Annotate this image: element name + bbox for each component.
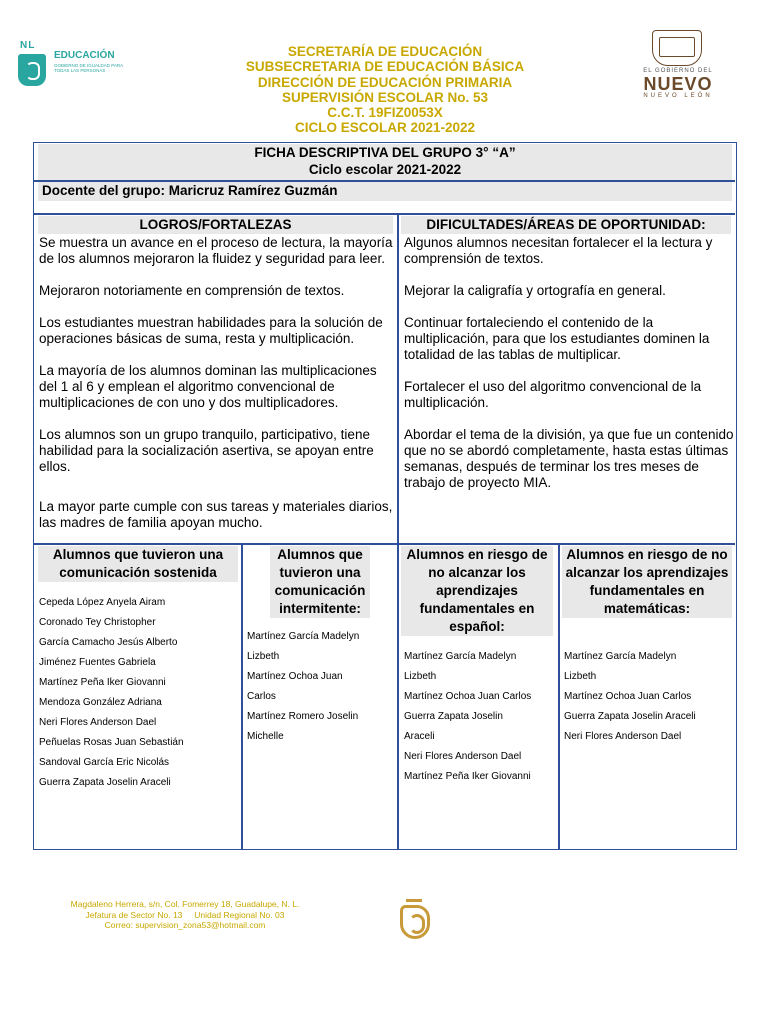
education-logo-tagline: GOBIERNO DE IGUALDAD PARA TODAS LAS PERSONAS <box>54 63 123 73</box>
education-badge-icon <box>18 54 46 86</box>
dificultades-paragraph: Abordar el tema de la división, ya que fue un contenido que no se abordó completamente, hasta estas últimas semanas, después de terminar los tres meses de trabajo de proyecto MIA. <box>404 427 734 490</box>
list-item: Martínez Ochoa Juan Carlos <box>404 691 532 702</box>
logros-paragraph: La mayoría de los alumnos dominan las multiplicaciones del 1 al 6 y emplean el algoritmo convencional de multiplicaciones de con uno y dos multiplicadores. <box>39 363 377 410</box>
sheet-title-line-2: Ciclo escolar 2021-2022 <box>308 162 462 177</box>
header-line-5: C.C.T. 19FIZ0053X <box>327 105 443 121</box>
header-line-6: CICLO ESCOLAR 2021-2022 <box>294 120 476 136</box>
list-item: Martínez Ochoa Juan Carlos <box>564 691 692 702</box>
list-item: Neri Flores Anderson Dael <box>564 731 682 742</box>
list-item: Jiménez Fuentes Gabriela <box>39 657 156 668</box>
row-divider <box>34 213 735 215</box>
list-item: Lizbeth <box>247 651 280 662</box>
list-item: Guerra Zapata Joselin Araceli <box>564 711 696 722</box>
logros-paragraph: Los alumnos son un grupo tranquilo, participativo, tiene habilidad para la socialización asertiva, se apoyan entre ellos. <box>39 427 374 474</box>
list-item: Guerra Zapata Joselin Araceli <box>39 777 171 788</box>
list-item: Guerra Zapata Joselin <box>404 711 503 722</box>
riesgo-matematicas-list <box>564 647 734 747</box>
list-item: García Camacho Jesús Alberto <box>39 637 178 648</box>
header-line-1: SECRETARÍA DE EDUCACIÓN <box>287 44 483 59</box>
header-line-2: SUBSECRETARIA DE EDUCACIÓN BÁSICA <box>245 59 525 75</box>
list-item: Neri Flores Anderson Dael <box>404 751 522 762</box>
header-line-3: DIRECCIÓN DE EDUCACIÓN PRIMARIA <box>257 74 513 90</box>
emblem-icon <box>400 905 430 939</box>
footer-line-3: Correo: supervision_zona53@hotmail.com <box>104 920 266 930</box>
intermitente-heading: Alumnos que tuvieron una comunicación intermitente: <box>270 546 370 618</box>
list-item: Peñuelas Rosas Juan Sebastián <box>39 737 184 748</box>
sostenida-list <box>39 593 239 793</box>
list-item: Michelle <box>247 731 284 742</box>
header-line-4: SUPERVISIÓN ESCOLAR No. 53 <box>281 89 489 105</box>
dificultades-paragraph: Fortalecer el uso del algoritmo convencional de la multiplicación. <box>404 379 702 410</box>
sheet-title <box>38 144 732 180</box>
list-item: Araceli <box>404 731 435 742</box>
dificultades-paragraph: Mejorar la caligrafía y ortografía en general. <box>404 283 666 298</box>
sostenida-heading: Alumnos que tuvieron una comunicación sostenida <box>38 546 238 582</box>
riesgo-matematicas-heading: Alumnos en riesgo de no alcanzar los aprendizajes fundamentales en matemáticas: <box>562 546 732 618</box>
list-item: Martínez García Madelyn <box>564 651 677 662</box>
nuevo-leon-logo-main: NUEVO <box>643 74 713 94</box>
logros-heading: LOGROS/FORTALEZAS <box>38 216 393 234</box>
list-item: Martínez Peña Iker Giovanni <box>404 771 531 782</box>
list-item: Mendoza González Adriana <box>39 697 162 708</box>
list-item: Martínez Peña Iker Giovanni <box>39 677 166 688</box>
intermitente-list <box>247 627 392 747</box>
logros-paragraph: Mejoraron notoriamente en comprensión de textos. <box>39 283 345 298</box>
dificultades-paragraph: Algunos alumnos necesitan fortalecer el la lectura y comprensión de textos. <box>404 235 713 266</box>
education-logo-text: EDUCACIÓN <box>54 50 115 61</box>
coat-of-arms-icon <box>652 30 702 66</box>
riesgo-espanol-list <box>404 647 556 787</box>
education-logo <box>16 40 126 90</box>
list-item: Lizbeth <box>564 671 597 682</box>
nuevo-leon-logo <box>622 30 734 99</box>
list-item: Neri Flores Anderson Dael <box>39 717 157 728</box>
column-divider <box>558 543 560 849</box>
nuevo-leon-logo-top: EL GOBIERNO DEL <box>643 68 713 74</box>
footer-address <box>40 899 330 931</box>
nl-brand: NL <box>20 40 36 51</box>
list-item: Carlos <box>247 691 276 702</box>
docente-row: Docente del grupo: Maricruz Ramírez Guzmán <box>38 181 732 201</box>
list-item: Martínez García Madelyn <box>247 631 360 642</box>
list-item: Cepeda López Anyela Airam <box>39 597 166 608</box>
riesgo-espanol-heading: Alumnos en riesgo de no alcanzar los aprendizajes fundamentales en español: <box>401 546 553 636</box>
header-title <box>150 44 620 136</box>
list-item: Martínez García Madelyn <box>404 651 517 662</box>
logros-paragraph: Los estudiantes muestran habilidades para la solución de operaciones básicas de suma, resta y multiplicación. <box>39 315 383 346</box>
footer-line-1: Magdaleno Herrera, s/n, Col. Fomerrey 18, Guadalupe, N. L. <box>70 899 300 909</box>
column-divider <box>397 213 399 849</box>
list-item: Martínez Romero Joselin <box>247 711 359 722</box>
logros-text <box>39 235 394 547</box>
dificultades-heading: DIFICULTADES/ÁREAS DE OPORTUNIDAD: <box>401 216 731 234</box>
sheet-title-line-1: FICHA DESCRIPTIVA DEL GRUPO 3° “A” <box>254 145 516 160</box>
dificultades-text <box>404 235 734 507</box>
logros-paragraph: Se muestra un avance en el proceso de lectura, la mayoría de los alumnos mejoraron la fluidez y seguridad para leer. <box>39 235 393 266</box>
list-item: Lizbeth <box>404 671 437 682</box>
list-item: Coronado Tey Christopher <box>39 617 156 628</box>
column-divider <box>241 543 243 849</box>
ficha-table <box>33 142 737 850</box>
footer-logo-icon <box>398 899 434 943</box>
list-item: Sandoval García Eric Nicolás <box>39 757 170 768</box>
dificultades-paragraph: Continuar fortaleciendo el contenido de la multiplicación, para que los estudiantes dominen la totalidad de las tablas de multiplicar. <box>404 315 710 362</box>
logros-paragraph: La mayor parte cumple con sus tareas y materiales diarios, las madres de familia apoyan mucho. <box>39 499 393 530</box>
nuevo-leon-logo-bottom: NUEVO LEÓN <box>643 93 713 99</box>
row-divider <box>34 180 735 182</box>
footer-line-2: Jefatura de Sector No. 13 Unidad Regional No. 03 <box>85 909 285 920</box>
list-item: Martínez Ochoa Juan <box>247 671 343 682</box>
